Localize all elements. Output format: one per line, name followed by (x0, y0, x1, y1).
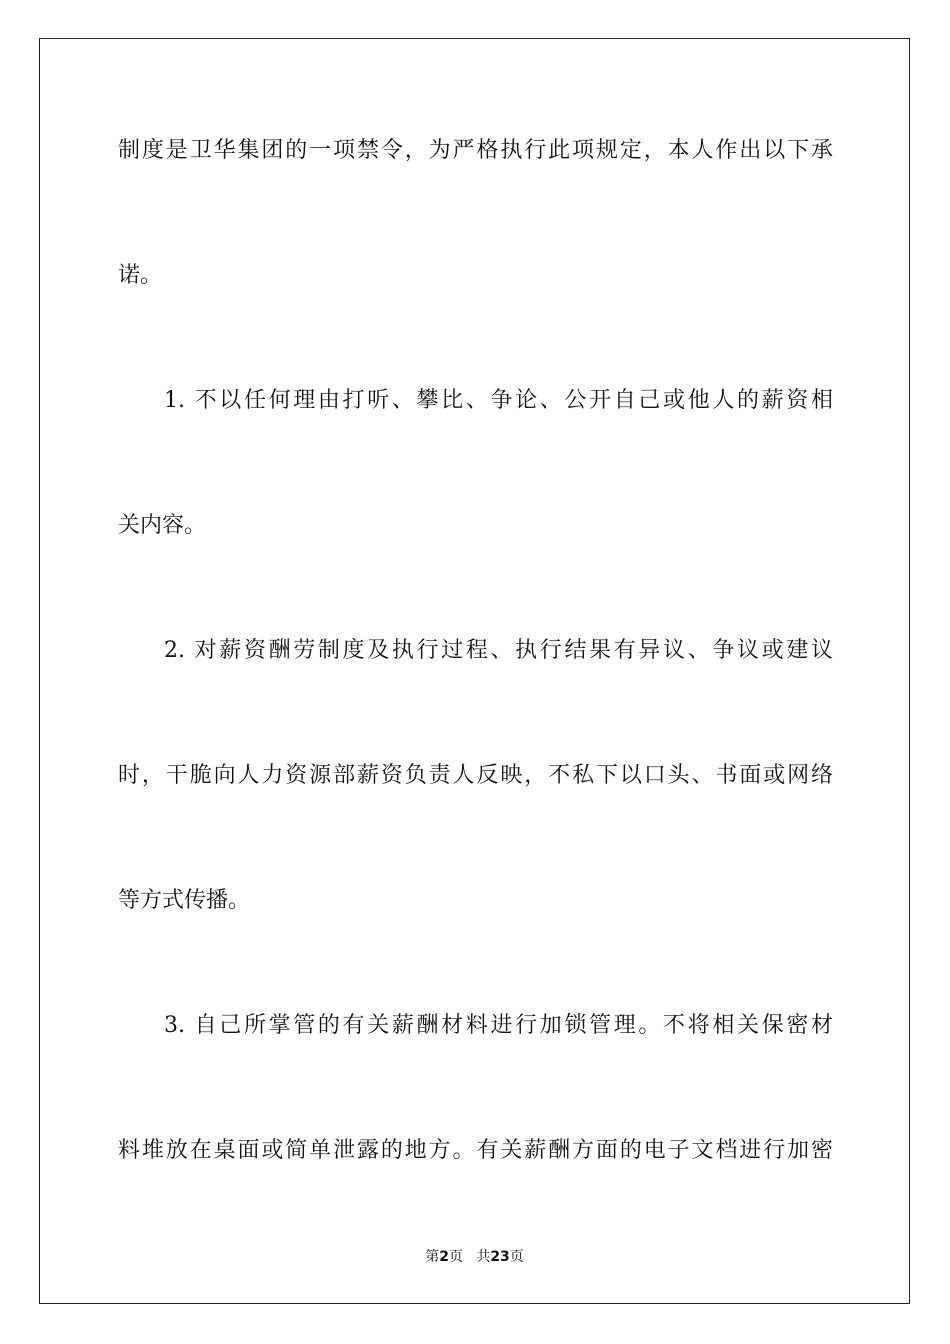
paragraph-line: 制度是卫华集团的一项禁令，为严格执行此项规定，本人作出以下承 (118, 138, 833, 163)
footer-page-suffix: 页 (448, 1249, 463, 1265)
list-item-1-line: 1. 不以任何理由打听、攀比、争论、公开自己或他人的薪资相 (164, 388, 833, 413)
footer-total-prefix: 共 (476, 1249, 491, 1265)
page-footer (40, 1246, 909, 1266)
footer-total-pages: 23 (490, 1249, 510, 1265)
paragraph-line: 时，干脆向人力资源部薪资负责人反映，不私下以口头、书面或网络 (118, 763, 833, 788)
paragraph-line: 料堆放在桌面或简单泄露的地方。有关薪酬方面的电子文档进行加密 (118, 1138, 833, 1163)
list-item-2-line: 2. 对薪资酬劳制度及执行过程、执行结果有异议、争议或建议 (164, 638, 833, 663)
footer-page-prefix: 第 (425, 1249, 440, 1265)
paragraph-line: 等方式传播。 (118, 888, 251, 913)
footer-total-suffix: 页 (509, 1249, 524, 1265)
footer-page-number: 2 (439, 1249, 449, 1265)
paragraph-line: 诺。 (118, 263, 163, 288)
document-page (39, 38, 910, 1304)
paragraph-line: 关内容。 (118, 513, 207, 538)
list-item-3-line: 3. 自己所掌管的有关薪酬材料进行加锁管理。不将相关保密材 (164, 1013, 833, 1038)
